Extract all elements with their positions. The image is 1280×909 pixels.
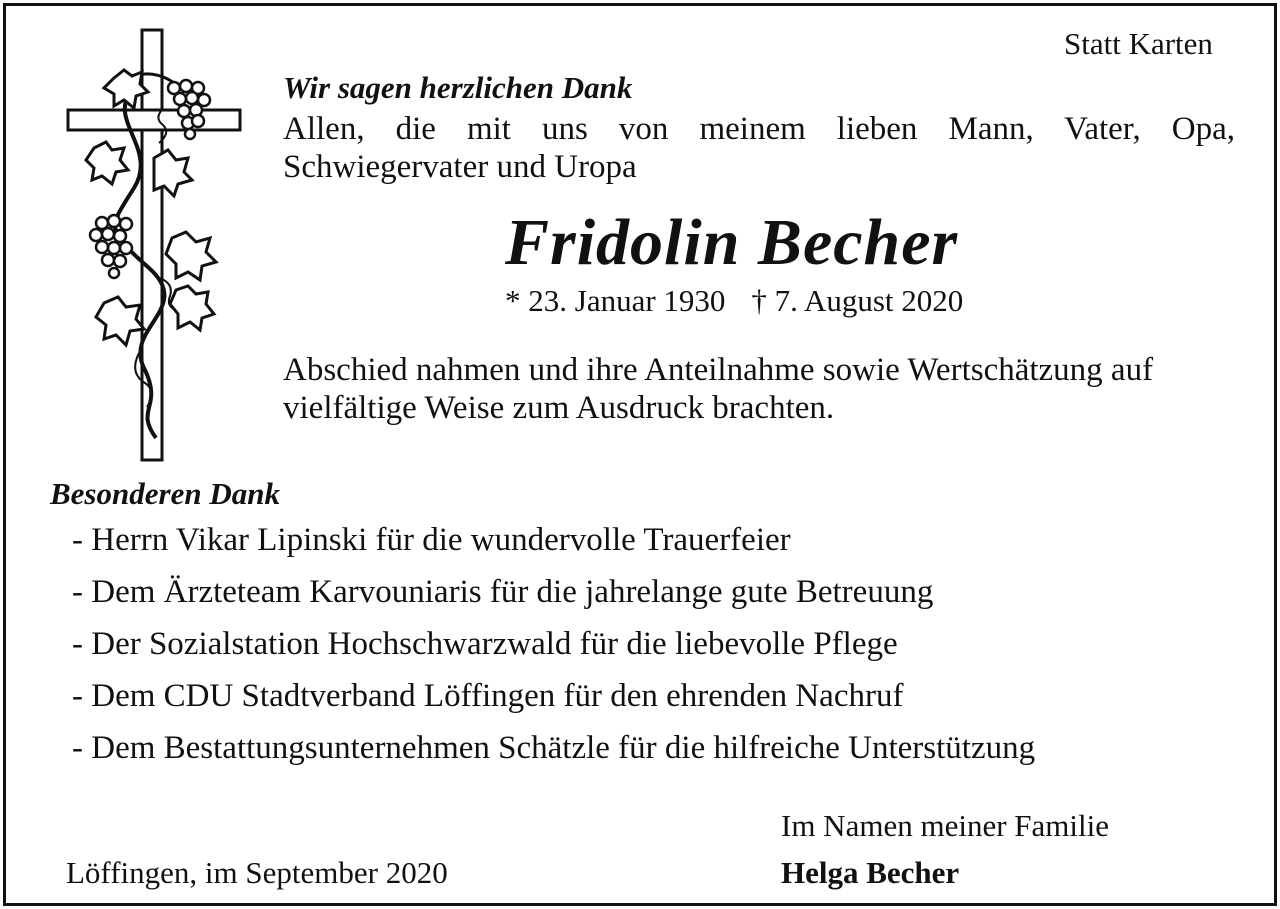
death-date: † 7. August 2020 <box>751 283 964 318</box>
life-dates <box>505 283 963 319</box>
special-thanks-heading: Besonderen Dank <box>50 476 280 511</box>
thanks-heading: Wir sagen herzlichen Dank <box>283 70 633 105</box>
list-item: - Der Sozialstation Hochschwarzwald für die liebevolle Pflege <box>72 626 898 662</box>
cross-with-grapevine-icon <box>64 28 249 473</box>
list-item: - Dem CDU Stadtverband Löffingen für den ehrenden Nachruf <box>72 678 904 714</box>
farewell-text: Abschied nahmen und ihre Anteilnahme sowie Wertschätzung auf vielfältige Weise zum Ausdruck brachten. <box>283 352 1154 426</box>
deceased-name: Fridolin Becher <box>505 206 959 279</box>
obituary-card <box>3 3 1277 906</box>
place-date: Löffingen, im September 2020 <box>66 855 448 890</box>
statt-karten-label: Statt Karten <box>1064 26 1213 61</box>
list-item: - Herrn Vikar Lipinski für die wundervolle Trauerfeier <box>72 522 791 558</box>
birth-date: * 23. Januar 1930 <box>505 283 726 318</box>
thanks-intro-text: Allen, die mit uns von meinem lieben Mann, Vater, Opa, Schwiegervater und Uropa <box>283 111 1235 185</box>
list-item: - Dem Ärzteteam Karvouniaris für die jahrelange gute Betreuung <box>72 574 934 610</box>
family-line: Im Namen meiner Familie <box>781 808 1109 843</box>
special-thanks-list <box>72 519 1035 779</box>
signer-name: Helga Becher <box>781 855 960 890</box>
list-item: - Dem Bestattungsunternehmen Schätzle für die hilfreiche Unterstützung <box>72 730 1036 766</box>
